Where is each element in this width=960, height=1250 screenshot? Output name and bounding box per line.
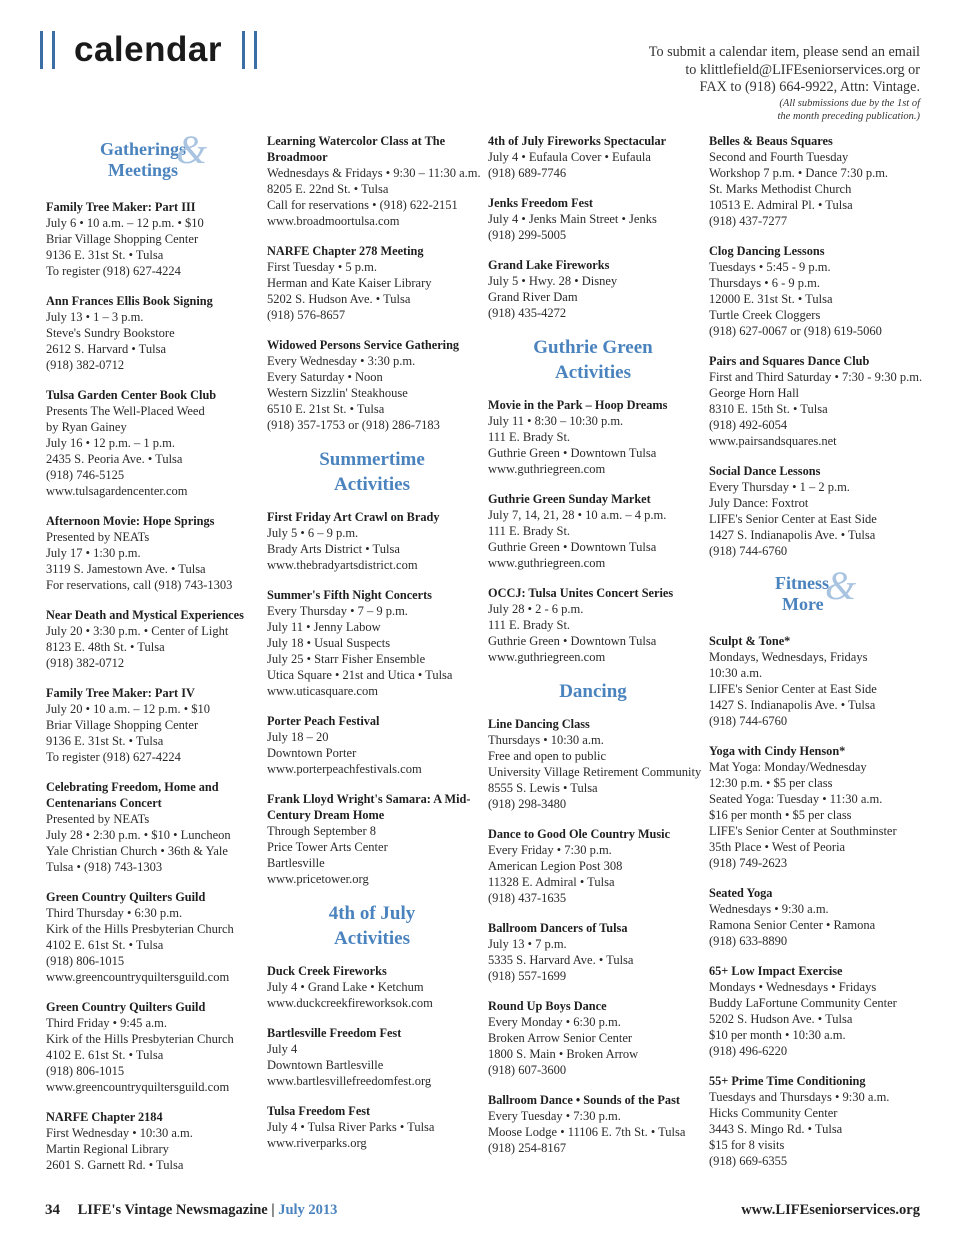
event-detail: Tulsa • (918) 743-1303 — [46, 860, 163, 874]
event-detail: Thursdays • 6 - 9 p.m. — [709, 276, 820, 290]
event-detail: Herman and Kate Kaiser Library — [267, 276, 432, 290]
event-detail: Presents The Well-Placed Weed — [46, 404, 205, 418]
event-detail: July 20 • 10 a.m. – 12 p.m. • $10 — [46, 702, 210, 716]
event-detail: July 11 • 8:30 – 10:30 p.m. — [488, 414, 624, 428]
event-title: NARFE Chapter 278 Meeting — [267, 244, 424, 258]
event-detail: Hicks Community Center — [709, 1106, 838, 1120]
event-detail: (918) 744-6760 — [709, 544, 788, 558]
event-list — [488, 133, 698, 321]
event-detail: Turtle Creek Cloggers — [709, 308, 821, 322]
event-title: Ballroom Dance • Sounds of the Past — [488, 1093, 680, 1107]
event-detail: Workshop 7 p.m. • Dance 7:30 p.m. — [709, 166, 889, 180]
event-detail: Every Wednesday • 3:30 p.m. — [267, 354, 416, 368]
event-detail: For reservations, call (918) 743-1303 — [46, 578, 233, 592]
submit-line: to klittlefield@LIFEseniorservices.org or — [685, 61, 920, 78]
event-detail: (918) 557-1699 — [488, 969, 567, 983]
event-detail: Briar Village Shopping Center — [46, 718, 199, 732]
event-title: Learning Watercolor Class at The Broadmoor — [267, 134, 446, 164]
ampersand-icon: & — [825, 563, 857, 608]
event-list — [709, 133, 923, 559]
event-detail: 10513 E. Admiral Pl. • Tulsa — [709, 198, 853, 212]
event-title: Yoga with Cindy Henson* — [709, 744, 846, 758]
event-detail: www.guthriegreen.com — [488, 556, 606, 570]
event-detail: Downtown Bartlesville — [267, 1058, 384, 1072]
publication-name: LIFE's Vintage Newsmagazine | — [77, 1202, 275, 1218]
heading-line: Activities — [334, 474, 410, 495]
event-detail: 12:30 p.m. • $5 per class — [709, 776, 833, 790]
event-detail: First Tuesday • 5 p.m. — [267, 260, 377, 274]
event-detail: July 4 • Jenks Main Street • Jenks — [488, 212, 657, 226]
event-detail: Seated Yoga: Tuesday • 11:30 a.m. — [709, 792, 883, 806]
event-detail: July 18 • Usual Suspects — [267, 636, 391, 650]
event-detail: (918) 357-1753 or (918) 286-7183 — [267, 418, 440, 432]
event-detail: Martin Regional Library — [46, 1142, 169, 1156]
event-entry — [46, 1109, 256, 1173]
due-note: the month preceding publication.) — [777, 110, 920, 122]
event-detail: Mondays • Wednesdays • Fridays — [709, 980, 877, 994]
event-list — [488, 397, 698, 665]
event-detail: LIFE's Senior Center at Southminster — [709, 824, 897, 838]
event-title: Frank Lloyd Wright's Samara: A Mid-Century Dream Home — [267, 792, 471, 822]
event-detail: (918) 627-0067 or (918) 619-5060 — [709, 324, 882, 338]
event-entry — [709, 243, 919, 339]
event-detail: 4102 E. 61st St. • Tulsa — [46, 938, 164, 952]
page-number: 34 — [45, 1202, 60, 1218]
event-entry — [46, 513, 256, 593]
event-detail: Yale Christian Church • 36th & Yale — [46, 844, 228, 858]
event-detail: July 20 • 3:30 p.m. • Center of Light — [46, 624, 229, 638]
event-title: 4th of July Fireworks Spectacular — [488, 134, 667, 148]
event-entry — [46, 387, 256, 499]
event-title: Movie in the Park – Hoop Dreams — [488, 398, 668, 412]
event-detail: (918) 749-2623 — [709, 856, 788, 870]
heading-line: Summertime — [319, 449, 425, 470]
event-title: Ann Frances Ellis Book Signing — [46, 294, 213, 308]
event-entry — [267, 133, 481, 229]
event-detail: July 7, 14, 21, 28 • 10 a.m. – 4 p.m. — [488, 508, 667, 522]
event-entry — [46, 889, 256, 985]
event-title: Afternoon Movie: Hope Springs — [46, 514, 215, 528]
event-detail: (918) 437-7277 — [709, 214, 788, 228]
event-entry — [46, 607, 256, 671]
event-entry — [488, 1092, 698, 1156]
column-3 — [488, 133, 702, 1170]
event-detail: University Village Retirement Community — [488, 765, 702, 779]
event-detail: (918) 382-0712 — [46, 358, 125, 372]
event-detail: Call for reservations • (918) 622-2151 — [267, 198, 458, 212]
event-title: 65+ Low Impact Exercise — [709, 964, 843, 978]
event-title: Line Dancing Class — [488, 717, 590, 731]
event-detail: July 4 • Tulsa River Parks • Tulsa — [267, 1120, 435, 1134]
event-detail: July 18 – 20 — [267, 730, 329, 744]
event-entry — [46, 779, 256, 875]
divider-bar — [242, 31, 245, 69]
event-title: Bartlesville Freedom Fest — [267, 1026, 402, 1040]
event-detail: 6510 E. 21st St. • Tulsa — [267, 402, 385, 416]
event-detail: 8123 E. 48th St. • Tulsa — [46, 640, 165, 654]
event-detail: 8555 S. Lewis • Tulsa — [488, 781, 598, 795]
event-title: Pairs and Squares Dance Club — [709, 354, 870, 368]
event-detail: (918) 298-3480 — [488, 797, 567, 811]
event-detail: (918) 496-6220 — [709, 1044, 788, 1058]
event-detail: July 16 • 12 p.m. – 1 p.m. — [46, 436, 176, 450]
divider-bar — [52, 31, 55, 69]
ampersand-icon: & — [176, 127, 208, 172]
event-detail: (918) 437-1635 — [488, 891, 567, 905]
event-detail: 8205 E. 22nd St. • Tulsa — [267, 182, 389, 196]
event-detail: 5202 S. Hudson Ave. • Tulsa — [709, 1012, 853, 1026]
page-header — [40, 30, 920, 130]
event-title: Grand Lake Fireworks — [488, 258, 610, 272]
event-detail: Wednesdays • 9:30 a.m. — [709, 902, 829, 916]
event-detail: 1800 S. Main • Broken Arrow — [488, 1047, 639, 1061]
event-detail: 11328 E. Admiral • Tulsa — [488, 875, 615, 889]
event-title: 55+ Prime Time Conditioning — [709, 1074, 866, 1088]
event-entry — [488, 998, 698, 1078]
event-detail: 1427 S. Indianapolis Ave. • Tulsa — [709, 698, 876, 712]
event-detail: Every Thursday • 7 – 9 p.m. — [267, 604, 408, 618]
event-detail: Ramona Senior Center • Ramona — [709, 918, 876, 932]
event-entry — [709, 1073, 919, 1169]
event-detail: To register (918) 627-4224 — [46, 750, 181, 764]
event-detail: Guthrie Green • Downtown Tulsa — [488, 634, 657, 648]
event-entry — [709, 885, 919, 949]
event-detail: $10 per month • 10:30 a.m. — [709, 1028, 846, 1042]
submission-note — [620, 44, 920, 123]
event-list — [46, 199, 256, 1173]
event-detail: www.riverparks.org — [267, 1136, 367, 1150]
event-detail: Tuesdays and Thursdays • 9:30 a.m. — [709, 1090, 890, 1104]
event-entry — [709, 963, 919, 1059]
website-url: www.LIFEseniorservices.org — [741, 1202, 920, 1218]
event-entry — [709, 633, 919, 729]
event-title: Widowed Persons Service Gathering — [267, 338, 460, 352]
event-detail: Tuesdays • 5:45 - 9 p.m. — [709, 260, 831, 274]
event-detail: Guthrie Green • Downtown Tulsa — [488, 540, 657, 554]
event-detail: www.tulsagardencenter.com — [46, 484, 188, 498]
event-detail: www.uticasquare.com — [267, 684, 378, 698]
event-list — [267, 509, 477, 887]
event-detail: Kirk of the Hills Presbyterian Church — [46, 1032, 234, 1046]
heading-line: Guthrie Green — [533, 337, 653, 358]
event-detail: Free and open to public — [488, 749, 607, 763]
event-detail: July 5 • 6 – 9 p.m. — [267, 526, 359, 540]
event-detail: www.thebradyartsdistrict.com — [267, 558, 418, 572]
event-detail: Bartlesville — [267, 856, 325, 870]
event-entry — [709, 353, 923, 449]
event-detail: Every Tuesday • 7:30 p.m. — [488, 1109, 621, 1123]
event-detail: 3119 S. Jamestown Ave. • Tulsa — [46, 562, 206, 576]
event-detail: Wednesdays & Fridays • 9:30 – 11:30 a.m. — [267, 166, 481, 180]
event-detail: 10:30 a.m. — [709, 666, 763, 680]
event-detail: (918) 607-3600 — [488, 1063, 567, 1077]
event-detail: July 13 • 1 – 3 p.m. — [46, 310, 144, 324]
page-title: calendar — [74, 30, 222, 69]
page-footer — [45, 1202, 920, 1219]
column-1 — [46, 127, 256, 1187]
event-detail: Kirk of the Hills Presbyterian Church — [46, 922, 234, 936]
heading-line: Activities — [334, 928, 410, 949]
event-detail: July 11 • Jenny Labow — [267, 620, 381, 634]
event-entry — [488, 920, 698, 984]
event-detail: First Wednesday • 10:30 a.m. — [46, 1126, 193, 1140]
event-entry — [46, 685, 256, 765]
event-title: Social Dance Lessons — [709, 464, 821, 478]
event-detail: Utica Square • 21st and Utica • Tulsa — [267, 668, 453, 682]
event-detail: July 4 • Eufaula Cover • Eufaula — [488, 150, 651, 164]
event-detail: July Dance: Foxtrot — [709, 496, 809, 510]
event-detail: St. Marks Methodist Church — [709, 182, 852, 196]
event-entry — [267, 791, 477, 887]
event-detail: www.guthriegreen.com — [488, 462, 606, 476]
event-title: Family Tree Maker: Part IV — [46, 686, 195, 700]
event-title: Guthrie Green Sunday Market — [488, 492, 651, 506]
divider-bar — [254, 31, 257, 69]
event-detail: July 4 • Grand Lake • Ketchum — [267, 980, 424, 994]
event-detail: To register (918) 627-4224 — [46, 264, 181, 278]
event-detail: Price Tower Arts Center — [267, 840, 388, 854]
due-note: (All submissions due by the 1st of — [779, 97, 920, 109]
event-entry — [488, 716, 702, 812]
event-detail: (918) 633-8890 — [709, 934, 788, 948]
event-detail: Downtown Porter — [267, 746, 357, 760]
event-list — [709, 633, 919, 1169]
event-title: Seated Yoga — [709, 886, 773, 900]
event-detail: 9136 E. 31st St. • Tulsa — [46, 734, 164, 748]
event-title: Ballroom Dancers of Tulsa — [488, 921, 628, 935]
heading-line: Activities — [555, 362, 631, 383]
event-detail: First and Third Saturday • 7:30 - 9:30 p.m. — [709, 370, 923, 384]
event-detail: July 4 — [267, 1042, 298, 1056]
event-detail: July 13 • 7 p.m. — [488, 937, 567, 951]
event-detail: www.bartlesvillefreedomfest.org — [267, 1074, 432, 1088]
event-detail: Steve's Sundry Bookstore — [46, 326, 175, 340]
event-entry — [267, 509, 477, 573]
event-detail: (918) 669-6355 — [709, 1154, 788, 1168]
event-detail: (918) 382-0712 — [46, 656, 125, 670]
event-detail: www.greencountryquiltersguild.com — [46, 1080, 230, 1094]
event-detail: (918) 806-1015 — [46, 954, 125, 968]
event-detail: (918) 435-4272 — [488, 306, 567, 320]
event-title: Sculpt & Tone* — [709, 634, 791, 648]
heading-word: More — [782, 594, 824, 614]
event-detail: $15 for 8 visits — [709, 1138, 785, 1152]
event-entry — [267, 963, 477, 1011]
event-list — [267, 133, 481, 433]
event-detail: 111 E. Brady St. — [488, 430, 571, 444]
heading-word: Gatherings — [100, 139, 187, 159]
event-detail: (918) 492-6054 — [709, 418, 788, 432]
event-title: Belles & Beaus Squares — [709, 134, 833, 148]
event-detail: www.greencountryquiltersguild.com — [46, 970, 230, 984]
section-heading-summertime — [267, 447, 477, 497]
event-detail: Every Saturday • Noon — [267, 370, 383, 384]
event-detail: 111 E. Brady St. — [488, 618, 571, 632]
event-detail: $16 per month • $5 per class — [709, 808, 852, 822]
section-heading-dancing — [488, 679, 698, 704]
event-entry — [488, 826, 698, 906]
event-title: Porter Peach Festival — [267, 714, 380, 728]
event-detail: Every Thursday • 1 – 2 p.m. — [709, 480, 850, 494]
section-heading-guthrie-green — [488, 335, 698, 385]
event-entry — [267, 1025, 477, 1089]
event-detail: American Legion Post 308 — [488, 859, 623, 873]
event-detail: 2435 S. Peoria Ave. • Tulsa — [46, 452, 183, 466]
event-detail: Second and Fourth Tuesday — [709, 150, 849, 164]
event-detail: (918) 299-5005 — [488, 228, 567, 242]
event-detail: (918) 746-5125 — [46, 468, 125, 482]
event-detail: 111 E. Brady St. — [488, 524, 571, 538]
event-detail: Western Sizzlin' Steakhouse — [267, 386, 408, 400]
event-detail: Grand River Dam — [488, 290, 578, 304]
event-entry — [267, 337, 477, 433]
event-title: Celebrating Freedom, Home and Centenarians Concert — [46, 780, 219, 810]
event-detail: July 17 • 1:30 p.m. — [46, 546, 141, 560]
event-detail: 2601 S. Garnett Rd. • Tulsa — [46, 1158, 184, 1172]
event-entry — [267, 587, 477, 699]
event-detail: (918) 254-8167 — [488, 1141, 567, 1155]
event-entry — [46, 999, 256, 1095]
event-title: Green Country Quilters Guild — [46, 890, 206, 904]
event-detail: George Horn Hall — [709, 386, 800, 400]
event-list — [488, 716, 702, 1156]
event-detail: (918) 689-7746 — [488, 166, 567, 180]
event-detail: www.guthriegreen.com — [488, 650, 606, 664]
event-detail: 9136 E. 31st St. • Tulsa — [46, 248, 164, 262]
event-detail: Briar Village Shopping Center — [46, 232, 199, 246]
event-detail: www.porterpeachfestivals.com — [267, 762, 422, 776]
event-detail: Presented by NEATs — [46, 812, 150, 826]
event-detail: July 6 • 10 a.m. – 12 p.m. • $10 — [46, 216, 204, 230]
event-title: Duck Creek Fireworks — [267, 964, 387, 978]
event-title: Round Up Boys Dance — [488, 999, 607, 1013]
event-entry — [488, 585, 698, 665]
event-entry — [488, 195, 698, 243]
event-title: Tulsa Freedom Fest — [267, 1104, 371, 1118]
event-detail: by Ryan Gainey — [46, 420, 127, 434]
event-title: OCCJ: Tulsa Unites Concert Series — [488, 586, 674, 600]
event-detail: Through September 8 — [267, 824, 377, 838]
event-detail: Mondays, Wednesdays, Fridays — [709, 650, 868, 664]
event-detail: Moose Lodge • 11106 E. 7th St. • Tulsa — [488, 1125, 686, 1139]
event-entry — [46, 199, 256, 279]
event-detail: 1427 S. Indianapolis Ave. • Tulsa — [709, 528, 876, 542]
event-entry — [488, 491, 698, 571]
section-heading-4th-of-july — [267, 901, 477, 951]
event-title: Dance to Good Ole Country Music — [488, 827, 671, 841]
event-title: First Friday Art Crawl on Brady — [267, 510, 440, 524]
heading-line: 4th of July — [328, 903, 416, 924]
event-entry — [267, 243, 477, 323]
section-heading-fitness — [709, 563, 919, 617]
issue-month: July 2013 — [278, 1202, 338, 1218]
event-entry — [709, 463, 919, 559]
event-detail: Guthrie Green • Downtown Tulsa — [488, 446, 657, 460]
event-detail: 3443 S. Mingo Rd. • Tulsa — [709, 1122, 843, 1136]
event-detail: Every Monday • 6:30 p.m. — [488, 1015, 621, 1029]
submit-line: FAX to (918) 664-9922, Attn: Vintage. — [699, 79, 920, 95]
event-list — [267, 963, 477, 1151]
event-detail: Third Thursday • 6:30 p.m. — [46, 906, 183, 920]
event-detail: Brady Arts District • Tulsa — [267, 542, 400, 556]
event-detail: (918) 744-6760 — [709, 714, 788, 728]
event-title: Tulsa Garden Center Book Club — [46, 388, 217, 402]
event-title: Near Death and Mystical Experiences — [46, 608, 244, 622]
event-detail: www.duckcreekfireworksok.com — [267, 996, 433, 1010]
event-title: Clog Dancing Lessons — [709, 244, 825, 258]
event-detail: July 5 • Hwy. 28 • Disney — [488, 274, 618, 288]
event-detail: Mat Yoga: Monday/Wednesday — [709, 760, 867, 774]
event-detail: 4102 E. 61st St. • Tulsa — [46, 1048, 164, 1062]
event-entry — [46, 293, 256, 373]
event-entry — [709, 743, 919, 871]
event-detail: 5202 S. Hudson Ave. • Tulsa — [267, 292, 411, 306]
column-4 — [709, 133, 923, 1183]
event-detail: Third Friday • 9:45 a.m. — [46, 1016, 168, 1030]
event-title: Summer's Fifth Night Concerts — [267, 588, 432, 602]
event-entry — [488, 397, 698, 477]
event-detail: LIFE's Senior Center at East Side — [709, 512, 877, 526]
heading-word: Fitness — [775, 573, 829, 593]
heading-line: Dancing — [559, 681, 627, 702]
event-detail: (918) 576-8657 — [267, 308, 346, 322]
event-detail: July 25 • Starr Fisher Ensemble — [267, 652, 426, 666]
heading-word: Meetings — [108, 160, 178, 180]
submit-line: To submit a calendar item, please send an email — [648, 44, 920, 60]
divider-bar — [40, 31, 43, 69]
event-detail: www.pricetower.org — [267, 872, 369, 886]
event-entry — [709, 133, 919, 229]
event-detail: Presented by NEATs — [46, 530, 150, 544]
event-title: Jenks Freedom Fest — [488, 196, 593, 210]
section-heading-gatherings — [46, 127, 256, 183]
event-detail: Buddy LaFortune Community Center — [709, 996, 897, 1010]
event-detail: 5335 S. Harvard Ave. • Tulsa — [488, 953, 634, 967]
event-detail: July 28 • 2 - 6 p.m. — [488, 602, 584, 616]
event-detail: 2612 S. Harvard • Tulsa — [46, 342, 167, 356]
event-detail: www.pairsandsquares.net — [709, 434, 837, 448]
event-entry — [267, 713, 477, 777]
event-detail: 8310 E. 15th St. • Tulsa — [709, 402, 828, 416]
event-entry — [488, 133, 698, 181]
event-detail: 35th Place • West of Peoria — [709, 840, 846, 854]
calendar-heading — [40, 30, 266, 70]
event-detail: LIFE's Senior Center at East Side — [709, 682, 877, 696]
event-title: Green Country Quilters Guild — [46, 1000, 206, 1014]
event-detail: July 28 • 2:30 p.m. • $10 • Luncheon — [46, 828, 231, 842]
column-2 — [267, 133, 481, 1165]
event-detail: www.broadmoortulsa.com — [267, 214, 400, 228]
event-title: NARFE Chapter 2184 — [46, 1110, 163, 1124]
event-detail: 12000 E. 31st St. • Tulsa — [709, 292, 833, 306]
event-entry — [488, 257, 698, 321]
event-detail: Thursdays • 10:30 a.m. — [488, 733, 604, 747]
event-detail: Every Friday • 7:30 p.m. — [488, 843, 612, 857]
event-entry — [267, 1103, 477, 1151]
event-detail: Broken Arrow Senior Center — [488, 1031, 633, 1045]
event-title: Family Tree Maker: Part III — [46, 200, 196, 214]
event-detail: (918) 806-1015 — [46, 1064, 125, 1078]
